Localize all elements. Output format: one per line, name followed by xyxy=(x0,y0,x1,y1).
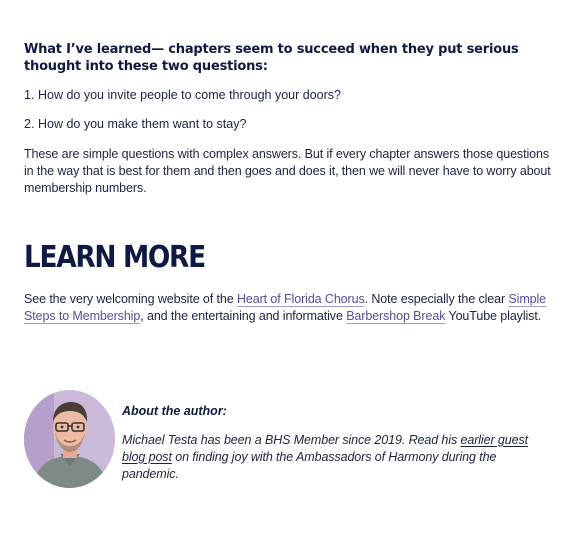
list-item xyxy=(24,87,341,116)
heart-of-florida-chorus-link[interactable]: Heart of Florida Chorus xyxy=(236,292,365,306)
learn-more-text-2: . Note especially the clear xyxy=(364,292,509,306)
author-photo-icon xyxy=(24,390,115,488)
barbershop-break-link[interactable]: Barbershop Break xyxy=(346,309,446,323)
learn-more-paragraph xyxy=(24,291,559,325)
closing-paragraph: These are simple questions with complex answers. But if every chapter answers those questions in the way that is best for them and then goes and does it, then we will never have to worry about membership numbers. xyxy=(24,147,551,195)
list-item-number: 2. xyxy=(24,117,35,131)
questions-list xyxy=(24,87,341,145)
intro-text: What I’ve learned— chapters seem to succeed when they put serious thought into these two questions: xyxy=(24,42,519,74)
author-bio-text-1: Michael Testa has been a BHS Member since 2019. Read his xyxy=(122,433,461,447)
author-bio-text-2: on finding joy with the Ambassadors of Harmony during the pandemic. xyxy=(122,450,497,481)
author-avatar xyxy=(24,390,115,488)
author-title: About the author: xyxy=(122,404,227,418)
author-box xyxy=(24,390,559,490)
author-bio xyxy=(122,432,542,483)
learn-more-heading: LEARN MORE xyxy=(24,240,205,275)
simple-steps-to-membership-link[interactable]: Simple Steps to Membership xyxy=(24,292,547,323)
earlier-guest-blog-post-link[interactable]: earlier guest blog post xyxy=(122,433,528,464)
learn-more-text-4: YouTube playlist. xyxy=(445,309,542,323)
list-item-text: How do you make them want to stay? xyxy=(38,117,247,131)
learn-more-text-1: See the very welcoming website of the xyxy=(24,292,237,306)
list-item xyxy=(24,116,341,145)
learn-more-text-3: , and the entertaining and informative xyxy=(140,309,347,323)
list-item-text: How do you invite people to come through your doors? xyxy=(38,88,341,102)
list-item-number: 1. xyxy=(24,88,35,102)
